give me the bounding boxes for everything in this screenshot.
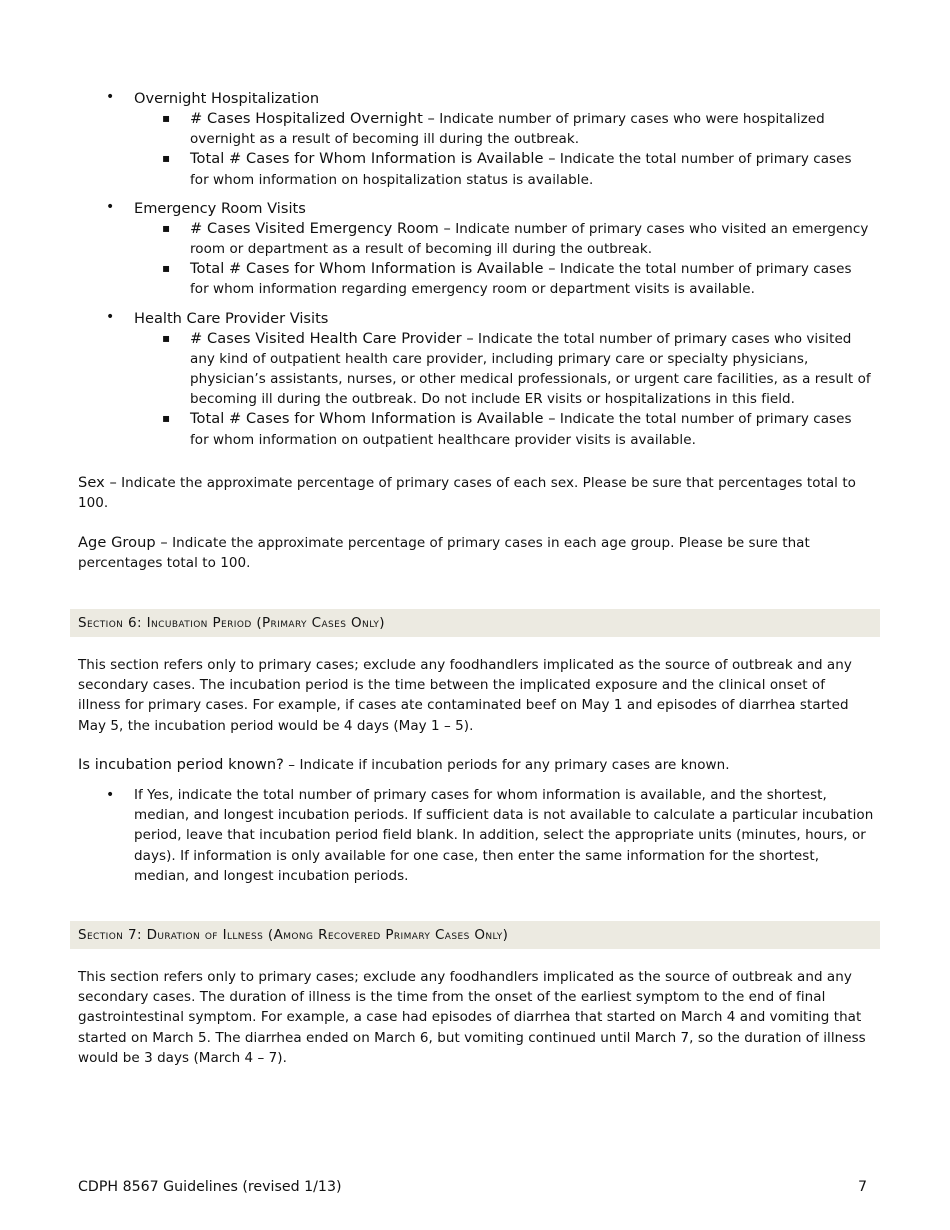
- section-7-heading: [70, 921, 880, 949]
- age-paragraph: [78, 533, 868, 573]
- incubation-bullet-list: [134, 785, 874, 895]
- list-item: [190, 329, 874, 410]
- hcp-sublist: [134, 329, 874, 450]
- field-description: Indicate number of primary cases who were hospitalized overnight as a result of becoming ill during the outbreak.: [190, 111, 825, 148]
- list-item-er-visits: [134, 199, 874, 300]
- field-description: Indicate number of primary cases who visited an emergency room or department as a result of becoming ill during the outbreak.: [190, 220, 869, 258]
- section-6-intro: This section refers only to primary cases; exclude any foodhandlers implicated as the source of outbreak and any secondary cases. The incubation period is the time between the implicated exposure and the clinical onset of illness for primary cases. For example, if cases ate contaminated beef on May 1 and episodes of diarrhea started May 5, the incubation period would be 4 days (May 1 – 5).: [78, 657, 852, 734]
- list-item: [190, 149, 874, 189]
- field-label: Total # Cases for Whom Information is Available –: [190, 410, 556, 428]
- hospitalization-sublist: [134, 109, 874, 190]
- section-6-heading: [70, 609, 880, 637]
- sex-text: Indicate the approximate percentage of primary cases of each sex. Please be sure that percentages total to 100.: [78, 475, 856, 512]
- er-title: • Emergency Room Visits: [134, 199, 306, 217]
- section-6-title: Section 6: Incubation Period (Primary Cases Only): [78, 615, 385, 631]
- er-sublist: [134, 219, 874, 300]
- list-item-hospitalization: [134, 89, 874, 190]
- field-label: # Cases Hospitalized Overnight –: [190, 110, 435, 127]
- hospitalization-title: • Overnight Hospitalization: [134, 90, 320, 107]
- list-item: [190, 109, 874, 149]
- list-item: [190, 219, 874, 259]
- field-label: Total # Cases for Whom Information is Available –: [190, 260, 556, 278]
- list-item: • If Yes, indicate the total number of primary cases for whom information is available, and the shortest, median, and longest incubation periods. If sufficient data is not available to calculate a particular incubation period, leave that incubation period field blank. In addition, select the appropriate units (minutes, hours, or days). If information is only available for one case, then enter the same information for the shortest, median, and longest incubation periods.: [134, 785, 874, 886]
- list-item-hcp-visits: [134, 309, 874, 450]
- footer-document-id: CDPH 8567 Guidelines (revised 1/13): [78, 1179, 342, 1195]
- sex-label: Sex –: [78, 474, 117, 491]
- field-description: Indicate the total number of primary cases for whom information regarding emergency room or department visits is available.: [190, 261, 852, 298]
- field-label: # Cases Visited Health Care Provider –: [190, 329, 474, 347]
- section-7-intro: This section refers only to primary cases; exclude any foodhandlers implicated as the source of outbreak and any secondary cases. The duration of illness is the time from the onset of the earliest symptom to the end of final gastrointestinal symptom. For example, a case had episodes of diarrhea that started on March 4 and vomiting that started on March 5. The diarrhea ended on March 6, but vomiting continued until March 7, so the duration of illness would be 3 days (March 4 – 7).: [78, 969, 866, 1066]
- age-label: Age Group –: [78, 534, 168, 551]
- age-text: Indicate the approximate percentage of primary cases in each age group. Please be sure that percentages total to 100.: [78, 535, 810, 572]
- list-item: [190, 259, 874, 299]
- list-item: [190, 409, 874, 449]
- field-description: Indicate the total number of primary cases for whom information on outpatient healthcare provider visits is available.: [190, 411, 852, 448]
- section-7-title: Section 7: Duration of Illness (Among Recovered Primary Cases Only): [78, 927, 509, 943]
- incubation-question-label: Is incubation period known?: [78, 756, 284, 773]
- footer-page-number: 7: [858, 1179, 868, 1195]
- field-label: Total # Cases for Whom Information is Available –: [190, 150, 556, 168]
- field-description: Indicate the total number of primary cases for whom information on hospitalization status is available.: [190, 151, 852, 188]
- field-label: # Cases Visited Emergency Room –: [190, 219, 451, 237]
- case-outcome-list: [134, 89, 874, 459]
- incubation-question: [78, 755, 868, 775]
- field-description: Indicate the total number of primary cases who visited any kind of outpatient health care provider, including primary care or specialty physicians, physician’s assistants, nurses, or other medical professionals, or urgent care facilities, as a result of becoming ill during the outbreak. Do not include ER visits or hospitalizations in this field.: [190, 330, 871, 408]
- hcp-title: • Health Care Provider Visits: [134, 309, 329, 327]
- sex-paragraph: [78, 473, 868, 513]
- incubation-question-text: – Indicate if incubation periods for any primary cases are known.: [283, 757, 730, 773]
